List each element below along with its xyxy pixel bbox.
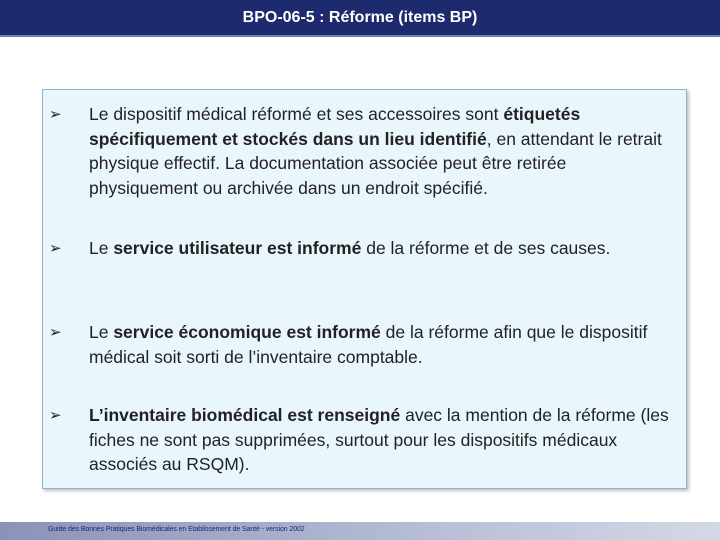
bullet-arrow-icon: ➢: [49, 239, 62, 257]
title-bar: [0, 0, 720, 37]
bullet-text: [89, 102, 669, 200]
bullet-text-regular: avec la mention de la réforme (les fiches ne sont pas supprimées, surtout pour les dispositifs médicaux associés au RSQM).: [89, 405, 669, 474]
bullet-text: [89, 320, 669, 369]
bullet-text-bold: service utilisateur est informé: [113, 238, 362, 258]
bullet-text: [89, 236, 669, 261]
bullet-text-regular: Le dispositif médical réformé et ses accessoires sont: [89, 104, 504, 124]
bullet-text-regular: de la réforme et de ses causes.: [361, 238, 611, 258]
bullet-arrow-icon: ➢: [49, 406, 62, 424]
bullet-text-regular: , en attendant le retrait physique effectif. La documentation associée peut être retirée physiquement ou archivée dans un endroit spécifié.: [89, 128, 662, 198]
bullet-arrow-icon: ➢: [49, 323, 62, 341]
content-box: [42, 89, 687, 489]
bullet-text-regular: de la réforme afin que le dispositif médical soit sorti de l’inventaire comptable.: [89, 322, 648, 367]
slide-title: BPO-06-5 : Réforme (items BP): [242, 8, 478, 26]
bullet-text-bold: L’inventaire biomédical est renseigné: [89, 405, 401, 425]
bullet-arrow-icon: ➢: [49, 105, 62, 123]
bullet-text-regular: Le: [89, 322, 114, 342]
bullet-text-bold: service économique est informé: [113, 322, 381, 342]
footer-text: Guide des Bonnes Pratiques Biomédicales en Etablissement de Santé - version 2002: [48, 526, 305, 533]
bullet-text: [89, 403, 669, 477]
bullet-text-regular: Le: [89, 238, 114, 258]
bullet-text-bold: étiquetés spécifiquement et stockés dans un lieu identifié: [89, 104, 581, 149]
